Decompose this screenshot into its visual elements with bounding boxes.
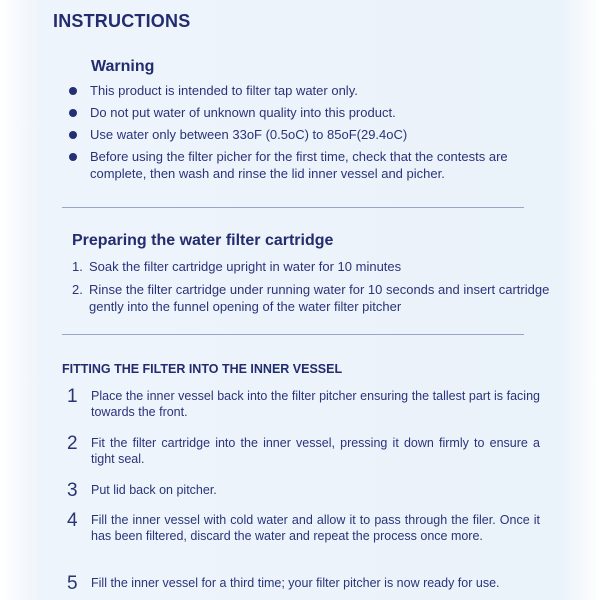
preparing-item (72, 281, 552, 315)
step-text: Fit the filter cartridge into the inner vessel, pressing it down firmly to ensure a tight seal. (91, 436, 540, 466)
bullet-icon (69, 87, 77, 95)
warning-item-text: Before using the filter picher for the first time, check that the contests are complete, then wash and rinse the lid inner vessel and picher. (90, 149, 508, 181)
preparing-heading: Preparing the water filter cartridge (72, 232, 334, 249)
warning-item-text: Do not put water of unknown quality into this product. (90, 105, 396, 120)
bullet-icon (69, 131, 77, 139)
step-number: 2 (67, 433, 78, 454)
warning-item (64, 104, 544, 121)
fitting-step (64, 435, 540, 482)
warning-item (64, 126, 544, 143)
warning-list (64, 82, 544, 182)
fitting-heading: FITTING THE FILTER INTO THE INNER VESSEL (62, 362, 343, 376)
section-divider (62, 207, 524, 208)
fitting-step (64, 573, 540, 594)
step-number: 3 (67, 480, 78, 501)
preparing-item-text: Soak the filter cartridge upright in water for 10 minutes (89, 259, 402, 274)
fitting-steps (64, 386, 540, 594)
preparing-list (72, 258, 552, 315)
preparing-item-number: 2. (72, 282, 83, 297)
warning-item (64, 148, 544, 182)
warning-item-text: Use water only between 33oF (0.5oC) to 85oF(29.4oC) (90, 127, 408, 142)
step-number: 1 (67, 386, 78, 407)
fitting-step (64, 482, 540, 512)
page-title: INSTRUCTIONS (53, 11, 191, 31)
preparing-item (72, 258, 552, 275)
fitting-step (64, 512, 540, 559)
preparing-item-text: Rinse the filter cartridge under running water for 10 seconds and insert cartridge gently into the funnel opening of the water filter pitcher (89, 282, 550, 314)
step-text: Fill the inner vessel with cold water and allow it to pass through the filer. Once it has been filtered, discard the water and repeat the process once more. (91, 513, 540, 543)
section-divider (62, 334, 524, 335)
preparing-item-number: 1. (72, 259, 83, 274)
warning-item-text: This product is intended to filter tap water only. (90, 83, 358, 98)
fitting-step (64, 388, 540, 435)
bullet-icon (69, 109, 77, 117)
step-text: Place the inner vessel back into the filter pitcher ensuring the tallest part is facing towards the front. (91, 389, 540, 419)
step-number: 5 (67, 573, 78, 594)
step-number: 4 (67, 510, 78, 531)
step-text: Put lid back on pitcher. (91, 483, 217, 497)
bullet-icon (69, 153, 77, 161)
warning-heading: Warning (91, 58, 155, 75)
warning-item (64, 82, 544, 99)
step-text: Fill the inner vessel for a third time; your filter pitcher is now ready for use. (91, 576, 500, 590)
